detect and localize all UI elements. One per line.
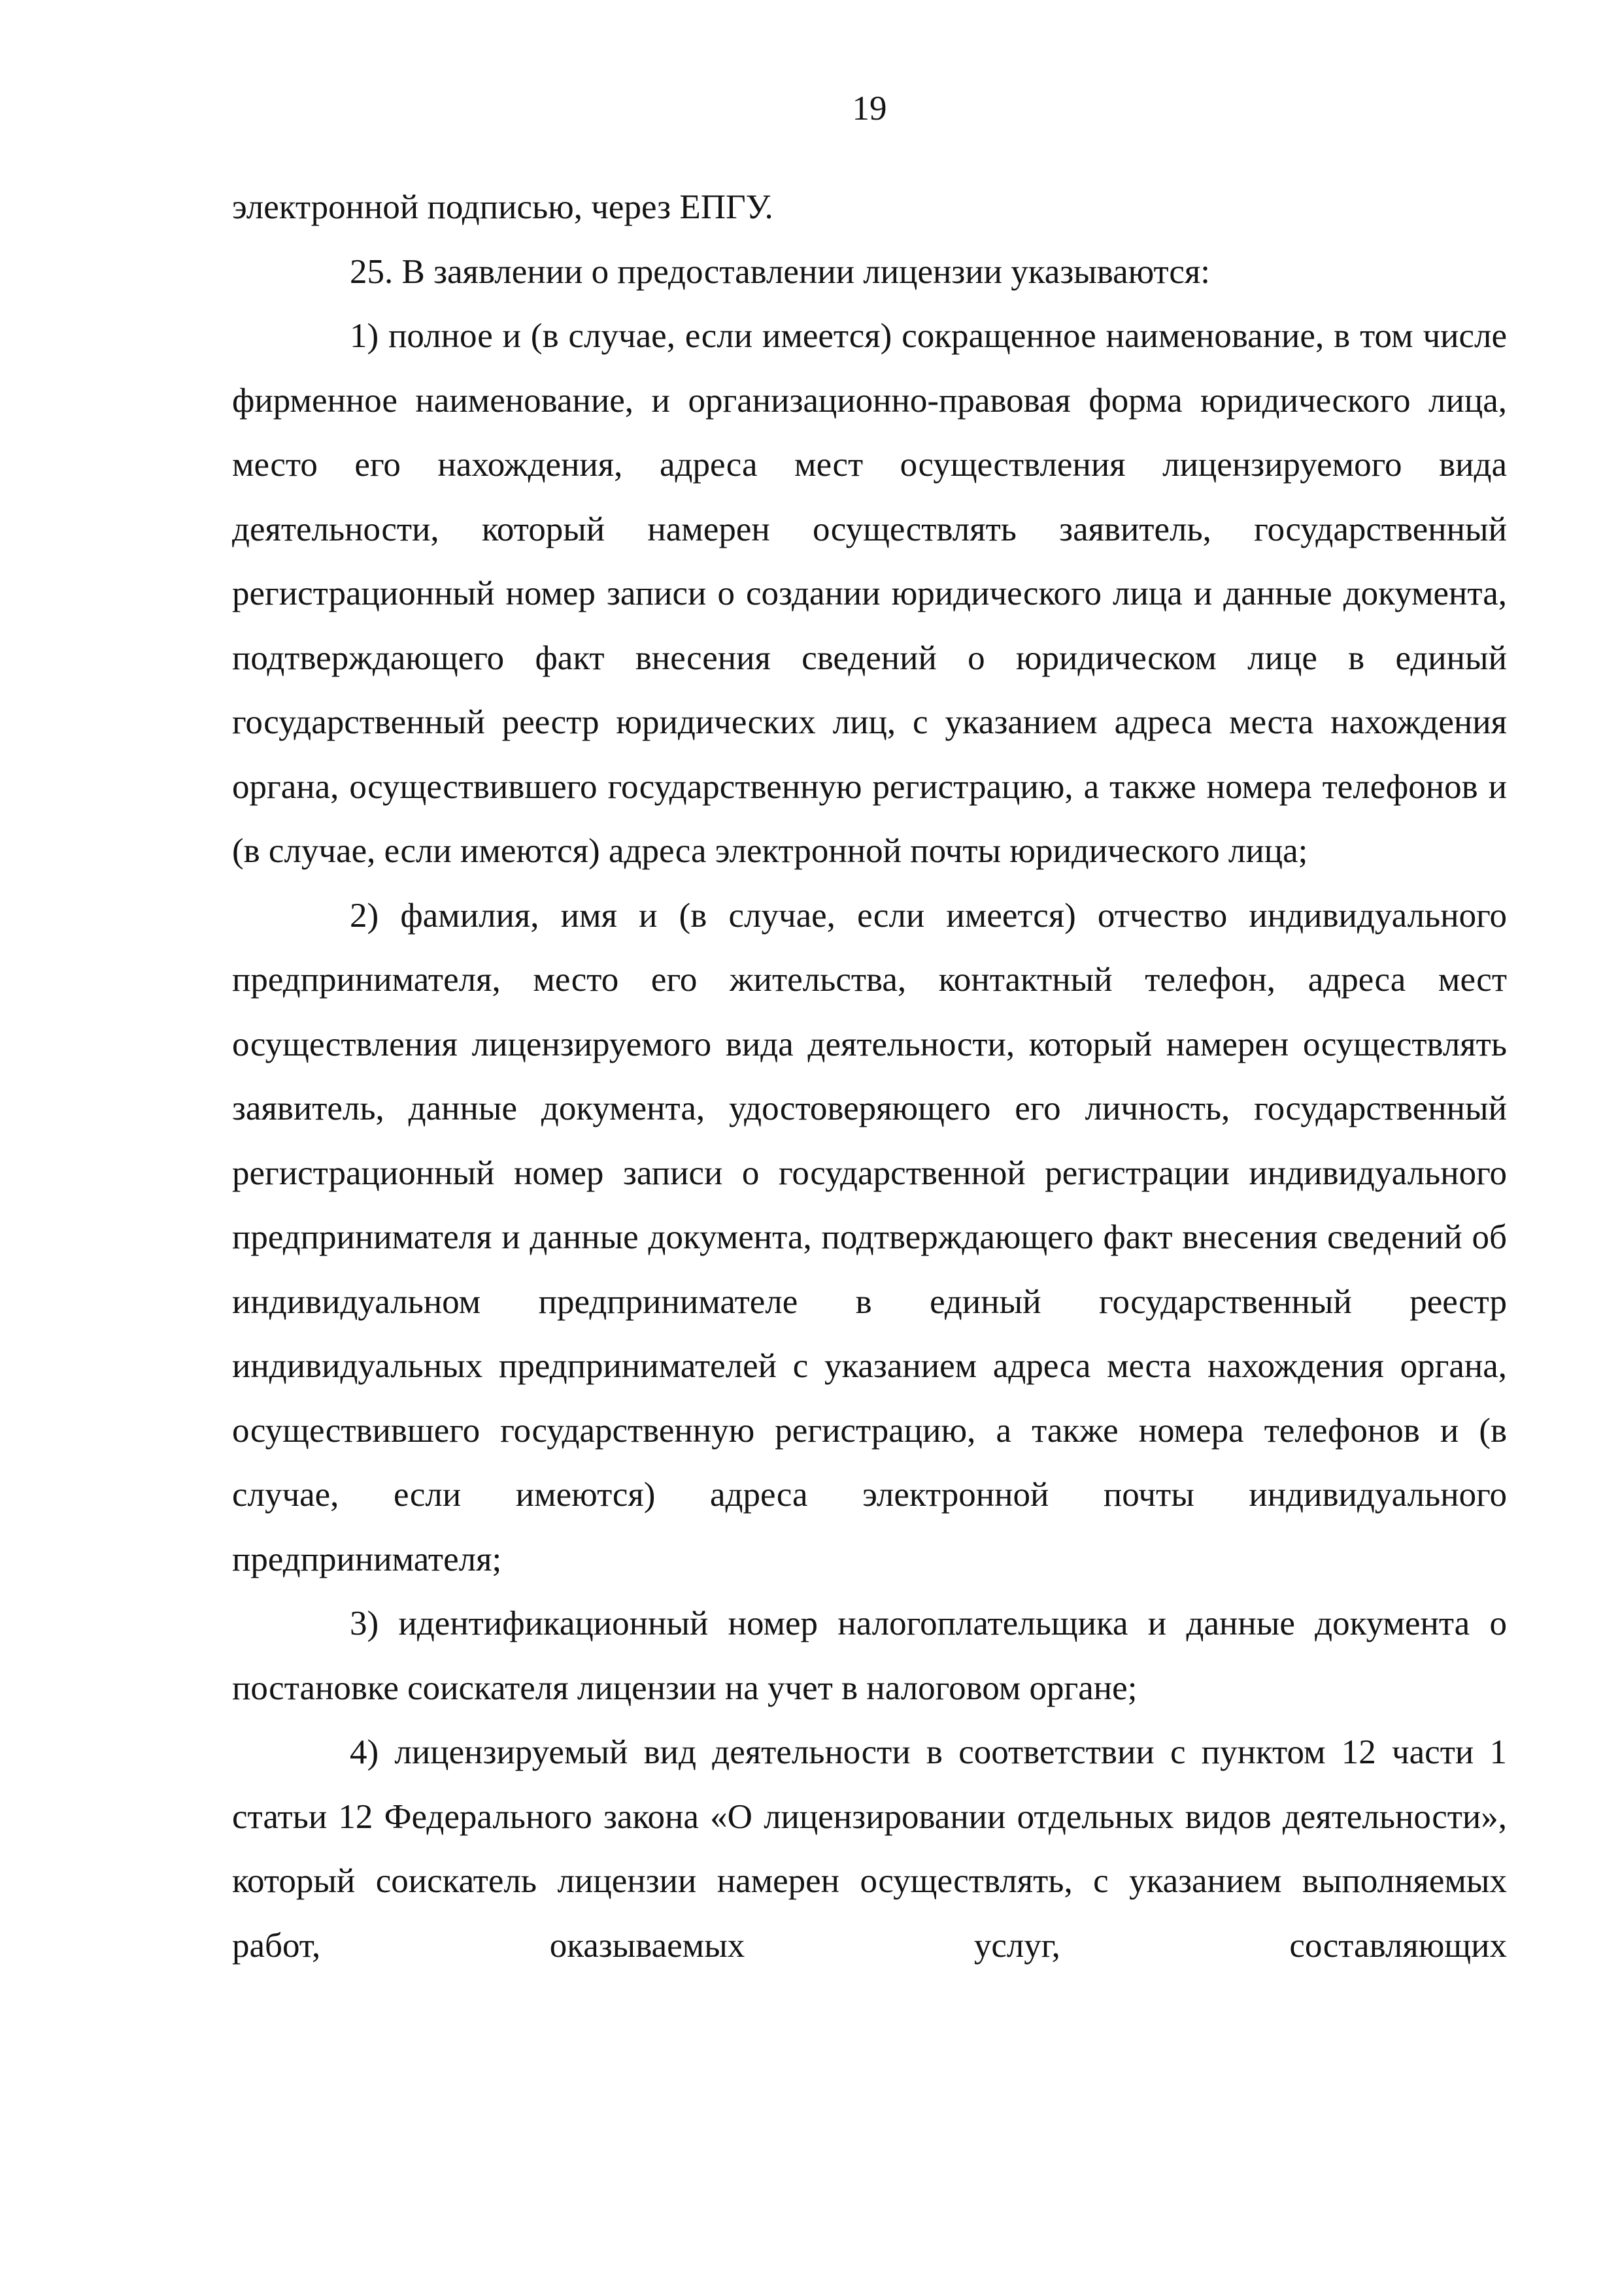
paragraph-subitem-2: 2) фамилия, имя и (в случае, если имеется) отчество индивидуального предпринимателя, место его жительства, контактный телефон, адреса мест осуществления лицензируемого вида деятельности, который намерен осуществлять заявитель, данные документа, удостоверяющего его личность, государственный регистрационный номер записи о государственной регистрации индивидуального предпринимателя и данные документа, подтверждающего факт внесения сведений об индивидуальном предпринимателе в единый государственный реестр индивидуальных предпринимателей с указанием адреса места нахождения органа, осуществившего государственную регистрацию, а также номера телефонов и (в случае, если имеются) адреса электронной почты индивидуального предпринимателя;: [232, 896, 1507, 1578]
paragraph-subitem-3: 3) идентификационный номер налогоплательщика и данные документа о постановке соискателя лицензии на учет в налоговом органе;: [232, 1605, 1507, 1707]
paragraph-subitem-1: 1) полное и (в случае, если имеется) сокращенное наименование, в том числе фирменное наименование, и организационно-правовая форма юридического лица, место его нахождения, адреса мест осуществления лицензируемого вида деятельности, который намерен осуществлять заявитель, государственный регистрационный номер записи о создании юридического лица и данные документа, подтверждающего факт внесения сведений о юридическом лице в единый государственный реестр юридических лиц, с указанием адреса места нахождения органа, осуществившего государственную регистрацию, а также номера телефонов и (в случае, если имеются) адреса электронной почты юридического лица;: [232, 317, 1507, 870]
paragraph-subitem-4: 4) лицензируемый вид деятельности в соответствии с пунктом 12 части 1 статьи 12 Федерального закона «О лицензировании отдельных видов деятельности», который соискатель лицензии намерен осуществлять, с указанием выполняемых работ, оказываемых услуг, составляющих: [232, 1733, 1507, 1965]
paragraph-item-25: 25. В заявлении о предоставлении лицензии указываются:: [350, 252, 1210, 291]
document-page: [232, 0, 1507, 2296]
document-body: [232, 175, 1507, 1978]
paragraph-continuation: электронной подписью, через ЕПГУ.: [232, 188, 773, 226]
page-number: 19: [852, 90, 887, 127]
